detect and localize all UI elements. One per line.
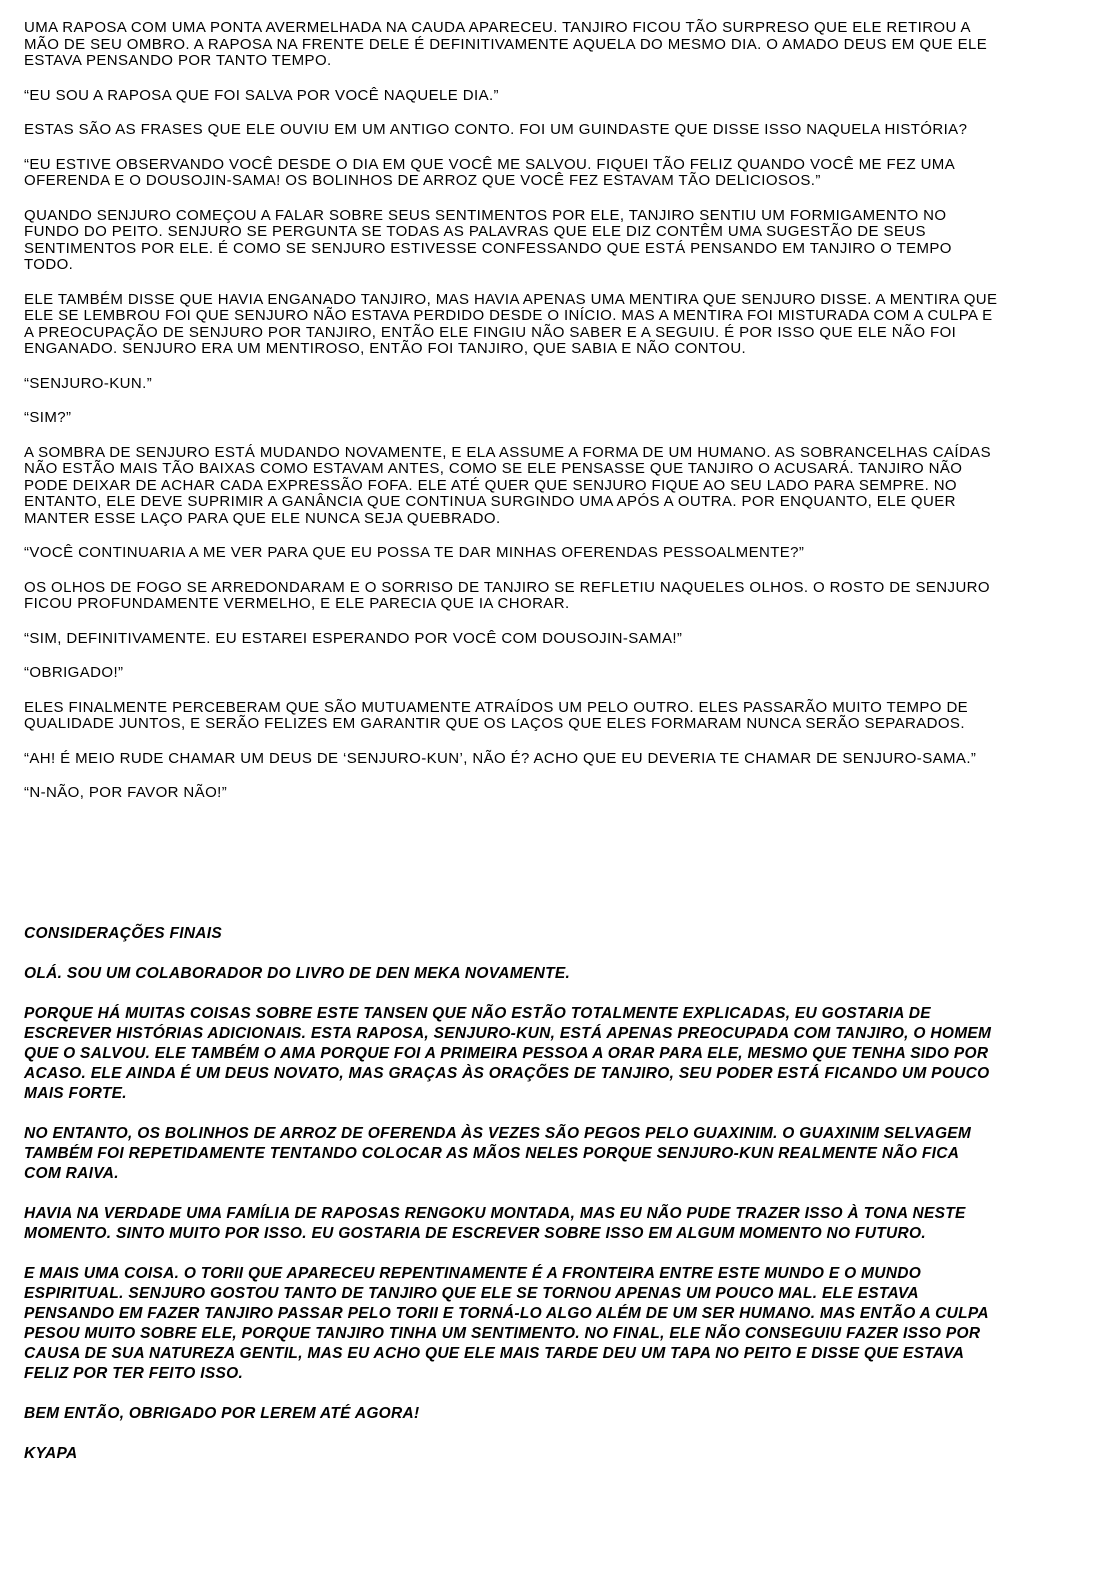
afterword-paragraph-3: NO ENTANTO, OS BOLINHOS DE ARROZ DE OFERENDA ÀS VEZES SÃO PEGOS PELO GUAXINIM. O GUAXINIM SELVAGEM TAMBÉM FOI REPETIDAMENTE TENTANDO COLOCAR AS MÃOS NELES PORQUE SENJURO-KUN REALMENTE NÃO FICA COM RAIVA. [24,1124,976,1182]
story-paragraph-8: “SIM?” [24,409,72,426]
story-paragraph-1: UMA RAPOSA COM UMA PONTA AVERMELHADA NA CAUDA APARECEU. TANJIRO FICOU TÃO SURPRESO QUE ELE RETIROU A MÃO DE SEU OMBRO. A RAPOSA NA FRENTE DELE É DEFINITIVAMENTE AQUELA DO MESMO DIA. O AMADO DEUS EM QUE ELE ESTAVA PENSANDO POR TANTO TEMPO. [24,19,992,69]
story-section [24,20,1100,802]
afterword-paragraph-6: BEM ENTÃO, OBRIGADO POR LEREM ATÉ AGORA! [24,1404,420,1422]
afterword-paragraph-5: E MAIS UMA COISA. O TORII QUE APARECEU REPENTINAMENTE É A FRONTEIRA ENTRE ESTE MUNDO E O MUNDO ESPIRITUAL. SENJURO GOSTOU TANTO DE TANJIRO QUE ELE SE TORNOU APENAS UM POUCO MAL. ELE ESTAVA PENSANDO EM FAZER TANJIRO PASSAR PELO TORII E TORNÁ-LO ALGO ALÉM DE UM SER HUMANO. MAS ENTÃO A CULPA PESOU MUITO SOBRE ELE, PORQUE TANJIRO TINHA UM SENTIMENTO. NO FINAL, ELE NÃO CONSEGUIU FAZER ISSO POR CAUSA DE SUA NATUREZA GENTIL, MAS EU ACHO QUE ELE MAIS TARDE DEU UM TAPA NO PEITO E DISSE QUE ESTAVA FELIZ POR TER FEITO ISSO. [24,1264,993,1382]
story-paragraph-14: ELES FINALMENTE PERCEBERAM QUE SÃO MUTUAMENTE ATRAÍDOS UM PELO OUTRO. ELES PASSARÃO MUITO TEMPO DE QUALIDADE JUNTOS, E SERÃO FELIZES EM GARANTIR QUE OS LAÇOS QUE ELES FORMARAM NUNCA SERÃO SEPARADOS. [24,698,973,732]
story-paragraph-2: “EU SOU A RAPOSA QUE FOI SALVA POR VOCÊ NAQUELE DIA.” [24,86,499,104]
story-paragraph-10: “VOCÊ CONTINUARIA A ME VER PARA QUE EU POSSA TE DAR MINHAS OFERENDAS PESSOALMENTE?” [24,544,805,561]
afterword-signature: KYAPA [24,1444,78,1462]
story-paragraph-11: OS OLHOS DE FOGO SE ARREDONDARAM E O SORRISO DE TANJIRO SE REFLETIU NAQUELES OLHOS. O ROSTO DE SENJURO FICOU PROFUNDAMENTE VERMELHO, E ELE PARECIA QUE IA CHORAR. [24,578,995,612]
story-paragraph-15: “AH! É MEIO RUDE CHAMAR UM DEUS DE ‘SENJURO-KUN’, NÃO É? ACHO QUE EU DEVERIA TE CHAMAR DE SENJURO-SAMA.” [24,749,977,767]
afterword-paragraph-1: OLÁ. SOU UM COLABORADOR DO LIVRO DE DEN MEKA NOVAMENTE. [24,964,571,982]
story-paragraph-12: “SIM, DEFINITIVAMENTE. EU ESTAREI ESPERANDO POR VOCÊ COM DOUSOJIN-SAMA!” [24,629,683,647]
story-paragraph-3: ESTAS SÃO AS FRASES QUE ELE OUVIU EM UM ANTIGO CONTO. FOI UM GUINDASTE QUE DISSE ISSO NAQUELA HISTÓRIA? [24,121,968,138]
story-paragraph-7: “SENJURO-KUN.” [24,374,153,392]
story-paragraph-6: ELE TAMBÉM DISSE QUE HAVIA ENGANADO TANJIRO, MAS HAVIA APENAS UMA MENTIRA QUE SENJURO DISSE. A MENTIRA QUE ELE SE LEMBROU FOI QUE SENJURO NÃO ESTAVA PERDIDO DESDE O INÍCIO. MAS A MENTIRA FOI MISTURADA COM A CULPA E A PREOCUPAÇÃO DE SENJURO POR TANJIRO, ENTÃO ELE FINGIU NÃO SABER E A SEGUIU. É POR ISSO QUE ELE NÃO FOI ENGANADO. SENJURO ERA UM MENTIROSO, ENTÃO FOI TANJIRO, QUE SABIA E NÃO CONTOU. [24,290,1003,357]
story-paragraph-9: A SOMBRA DE SENJURO ESTÁ MUDANDO NOVAMENTE, E ELA ASSUME A FORMA DE UM HUMANO. AS SOBRANCELHAS CAÍDAS NÃO ESTÃO MAIS TÃO BAIXAS COMO ESTAVAM ANTES, COMO SE ELE PENSASSE QUE TANJIRO O ACUSARÁ. TANJIRO NÃO PODE DEIXAR DE ACHAR CADA EXPRESSÃO FOFA. ELE ATÉ QUER QUE SENJURO FIQUE AO SEU LADO PARA SEMPRE. NO ENTANTO, ELE DEVE SUPRIMIR A GANÂNCIA QUE CONTINUA SURGINDO UMA APÓS A OUTRA. POR ENQUANTO, ELE QUER MANTER ESSE LAÇO PARA QUE ELE NUNCA SEJA QUEBRADO. [24,443,996,527]
afterword-section [24,924,1100,1464]
afterword-paragraph-2: PORQUE HÁ MUITAS COISAS SOBRE ESTE TANSEN QUE NÃO ESTÃO TOTALMENTE EXPLICADAS, EU GOSTARIA DE ESCREVER HISTÓRIAS ADICIONAIS. ESTA RAPOSA, SENJURO-KUN, ESTÁ APENAS PREOCUPADA COM TANJIRO, O HOMEM QUE O SALVOU. ELE TAMBÉM O AMA PORQUE FOI A PRIMEIRA PESSOA A ORAR PARA ELE, MESMO QUE TENHA SIDO POR ACASO. ELE AINDA É UM DEUS NOVATO, MAS GRAÇAS ÀS ORAÇÕES DE TANJIRO, SEU PODER ESTÁ FICANDO UM POUCO MAIS FORTE. [24,1004,996,1102]
story-paragraph-5: QUANDO SENJURO COMEÇOU A FALAR SOBRE SEUS SENTIMENTOS POR ELE, TANJIRO SENTIU UM FORMIGAMENTO NO FUNDO DO PEITO. SENJURO SE PERGUNTA SE TODAS AS PALAVRAS QUE ELE DIZ CONTÊM UMA SUGESTÃO DE SEUS SENTIMENTOS POR ELE. É COMO SE SENJURO ESTIVESSE CONFESSANDO QUE ESTÁ PENSANDO EM TANJIRO O TEMPO TODO. [24,206,957,273]
story-paragraph-13: “OBRIGADO!” [24,664,124,681]
afterword-title: CONSIDERAÇÕES FINAIS [24,924,223,942]
story-paragraph-16: “N-NÃO, POR FAVOR NÃO!” [24,784,228,801]
story-paragraph-4: “EU ESTIVE OBSERVANDO VOCÊ DESDE O DIA EM QUE VOCÊ ME SALVOU. FIQUEI TÃO FELIZ QUANDO VOCÊ ME FEZ UMA OFERENDA E O DOUSOJIN-SAMA! OS BOLINHOS DE ARROZ QUE VOCÊ FEZ ESTAVAM TÃO DELICIOSOS.” [24,155,959,189]
afterword-paragraph-4: HAVIA NA VERDADE UMA FAMÍLIA DE RAPOSAS RENGOKU MONTADA, MAS EU NÃO PUDE TRAZER ISSO À TONA NESTE MOMENTO. SINTO MUITO POR ISSO. EU GOSTARIA DE ESCREVER SOBRE ISSO EM ALGUM MOMENTO NO FUTURO. [24,1204,971,1242]
